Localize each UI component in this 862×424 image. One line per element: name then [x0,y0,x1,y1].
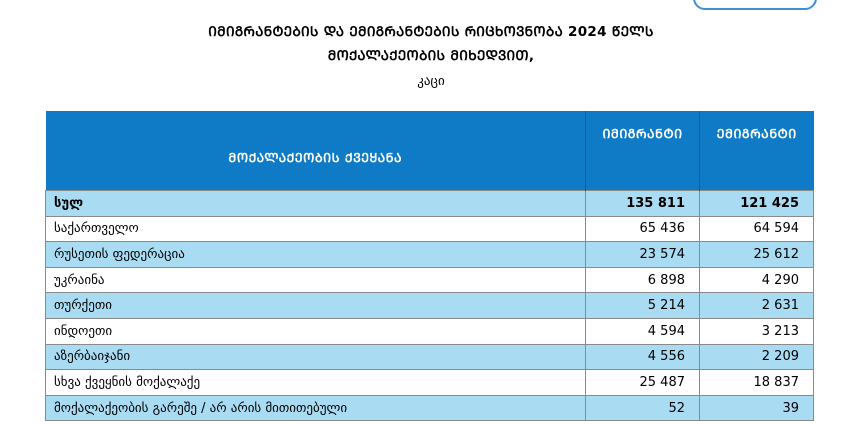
country-column-header: ᲛᲝᲥᲐᲚᲐᲥᲔᲝᲑᲘᲡ ᲥᲕᲔᲧᲐᲜᲐ [46,111,586,191]
row-country: აზერბაიჯანი [46,344,586,370]
row-emigrants: 39 [700,395,814,421]
row-country: მოქალაქეობის გარეშე / არ არის მითითებული [46,395,586,421]
row-emigrants: 3 213 [700,318,814,344]
row-country: რუსეთის ფედერაცია [46,242,586,268]
emigrants-column-header [700,111,814,191]
row-country: საქართველო [46,216,586,242]
row-emigrants: 121 425 [700,191,814,217]
table-title-line1: ᲘᲛᲘᲒᲠᲐᲜᲢᲔᲑᲘᲡ ᲓᲐ ᲔᲛᲘᲒᲠᲐᲜᲢᲔᲑᲘᲡ ᲠᲘᲪᲮᲝᲕᲜᲝᲑᲐ 2024 ᲬᲔᲚᲡ [208,24,654,40]
row-immigrants: 4 594 [586,318,700,344]
table-row [46,293,814,319]
immigrants-column-header [586,111,700,191]
row-country: თურქეთი [46,293,586,319]
row-country: უკრაინა [46,267,586,293]
table-header-row [46,111,814,191]
row-immigrants: 5 214 [586,293,700,319]
row-emigrants: 4 290 [700,267,814,293]
immigrants-header-label: ᲘᲛᲘᲒᲠᲐᲜᲢᲘ [602,126,683,141]
row-country: სულ [46,191,586,217]
table-row [46,395,814,421]
row-emigrants: 2 209 [700,344,814,370]
row-immigrants: 6 898 [586,267,700,293]
row-immigrants: 65 436 [586,216,700,242]
table-row [46,318,814,344]
table-unit: კაცი [417,74,445,89]
table-row [46,242,814,268]
row-emigrants: 2 631 [700,293,814,319]
table-row [46,344,814,370]
table-row-total [46,191,814,217]
row-country: ინდოეთი [46,318,586,344]
table-row [46,370,814,396]
emigrants-header-label: ᲔᲛᲘᲒᲠᲐᲜᲢᲘ [716,126,797,141]
row-immigrants: 52 [586,395,700,421]
table-row [46,267,814,293]
row-immigrants: 25 487 [586,370,700,396]
row-country: სხვა ქვეყნის მოქალაქე [46,370,586,396]
row-emigrants: 25 612 [700,242,814,268]
migration-table [45,111,814,421]
row-immigrants: 23 574 [586,242,700,268]
row-immigrants: 135 811 [586,191,700,217]
row-emigrants: 18 837 [700,370,814,396]
table-row [46,216,814,242]
top-search-pill[interactable] [693,0,817,10]
table-title-line2: ᲛᲝᲥᲐᲚᲐᲥᲔᲝᲑᲘᲡ ᲛᲘᲮᲔᲓᲕᲘᲗ, [327,48,535,64]
row-emigrants: 64 594 [700,216,814,242]
row-immigrants: 4 556 [586,344,700,370]
